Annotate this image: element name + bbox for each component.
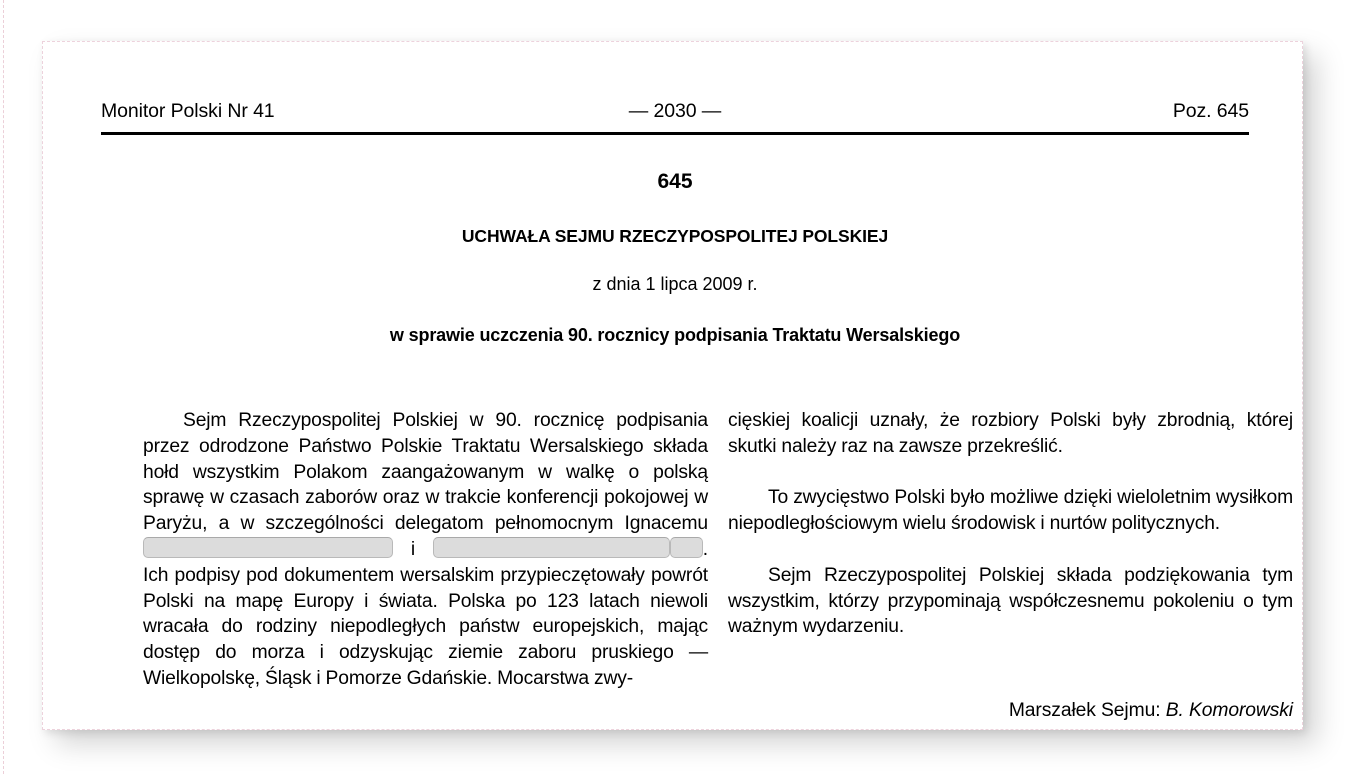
title-block (101, 170, 1249, 346)
left-column (143, 408, 708, 692)
conjunction-and: i (410, 538, 415, 560)
redacted-name-box-3 (670, 537, 703, 558)
right-column-paragraph-1: cięskiej koalicji uznały, że rozbiory Polski były zbrodnią, której skutki należy raz na zawsze przekreślić. (728, 410, 1293, 457)
document-kind-heading: UCHWAŁA SEJMU RZECZYPOSPOLITEJ POLSKIEJ (461, 226, 889, 246)
redacted-name-box-1 (143, 537, 393, 558)
right-column-paragraph-3: Sejm Rzeczypospolitej Polskiej składa podziękowania tym wszystkim, którzy przypominają współczesnemu pokoleniu o tym ważnym wydarzeniu. (728, 564, 1293, 638)
signature-line (729, 700, 1293, 722)
signature-role: Marszałek Sejmu: (1008, 700, 1166, 721)
running-head-rule (101, 132, 1249, 135)
paragraph-text-before-redactions: Sejm Rzeczypospolitej Polskiej w 90. rocznicę podpisania przez odrodzone Państwo Polskie Traktatu Wersalskiego składa hołd wszystkim Polakom zaangażowanym w walkę o polską sprawę w czasach zaborów oraz w trakcie konferencji pokojowej w Paryżu, a w szczególności delegatom pełnomocnym Ignacemu (143, 410, 708, 535)
signature-name: B. Komorowski (1165, 700, 1293, 721)
body-columns (143, 408, 1293, 692)
document-date-line: z dnia 1 lipca 2009 r. (592, 274, 758, 294)
right-column-paragraph-2: To zwycięstwo Polski było możliwe dzięki wieloletnim wysiłkom niepodległościowym wielu środowisk i nurtów politycznych. (728, 487, 1293, 535)
right-column (728, 408, 1293, 692)
running-head-page-number: — 2030 — (628, 100, 722, 122)
running-head (101, 100, 1249, 123)
running-head-journal-title: Monitor Polski Nr 41 (101, 100, 275, 122)
page-guide-line-left (3, 0, 4, 774)
redacted-name-box-2 (433, 537, 670, 558)
paragraph-text-after-redactions: . Ich podpisy pod dokumentem wersalskim przypieczętowały powrót Polski na mapę Europy i świata. Polska po 123 latach niewoli wracała do rodziny niepodległych państw europejskich, mając dostęp do morza i odzyskując ziemie zaboru pruskiego — Wielkopolskę, Śląsk i Pomorze Gdańskie. Mocarstwa zwy- (143, 538, 708, 689)
left-column-paragraph (143, 408, 708, 692)
document-page (42, 41, 1303, 730)
document-subject-heading: w sprawie uczczenia 90. rocznicy podpisania Traktatu Wersalskiego (389, 325, 961, 345)
document-item-number: 645 (657, 170, 693, 193)
running-head-position-number: Poz. 645 (1172, 100, 1249, 122)
